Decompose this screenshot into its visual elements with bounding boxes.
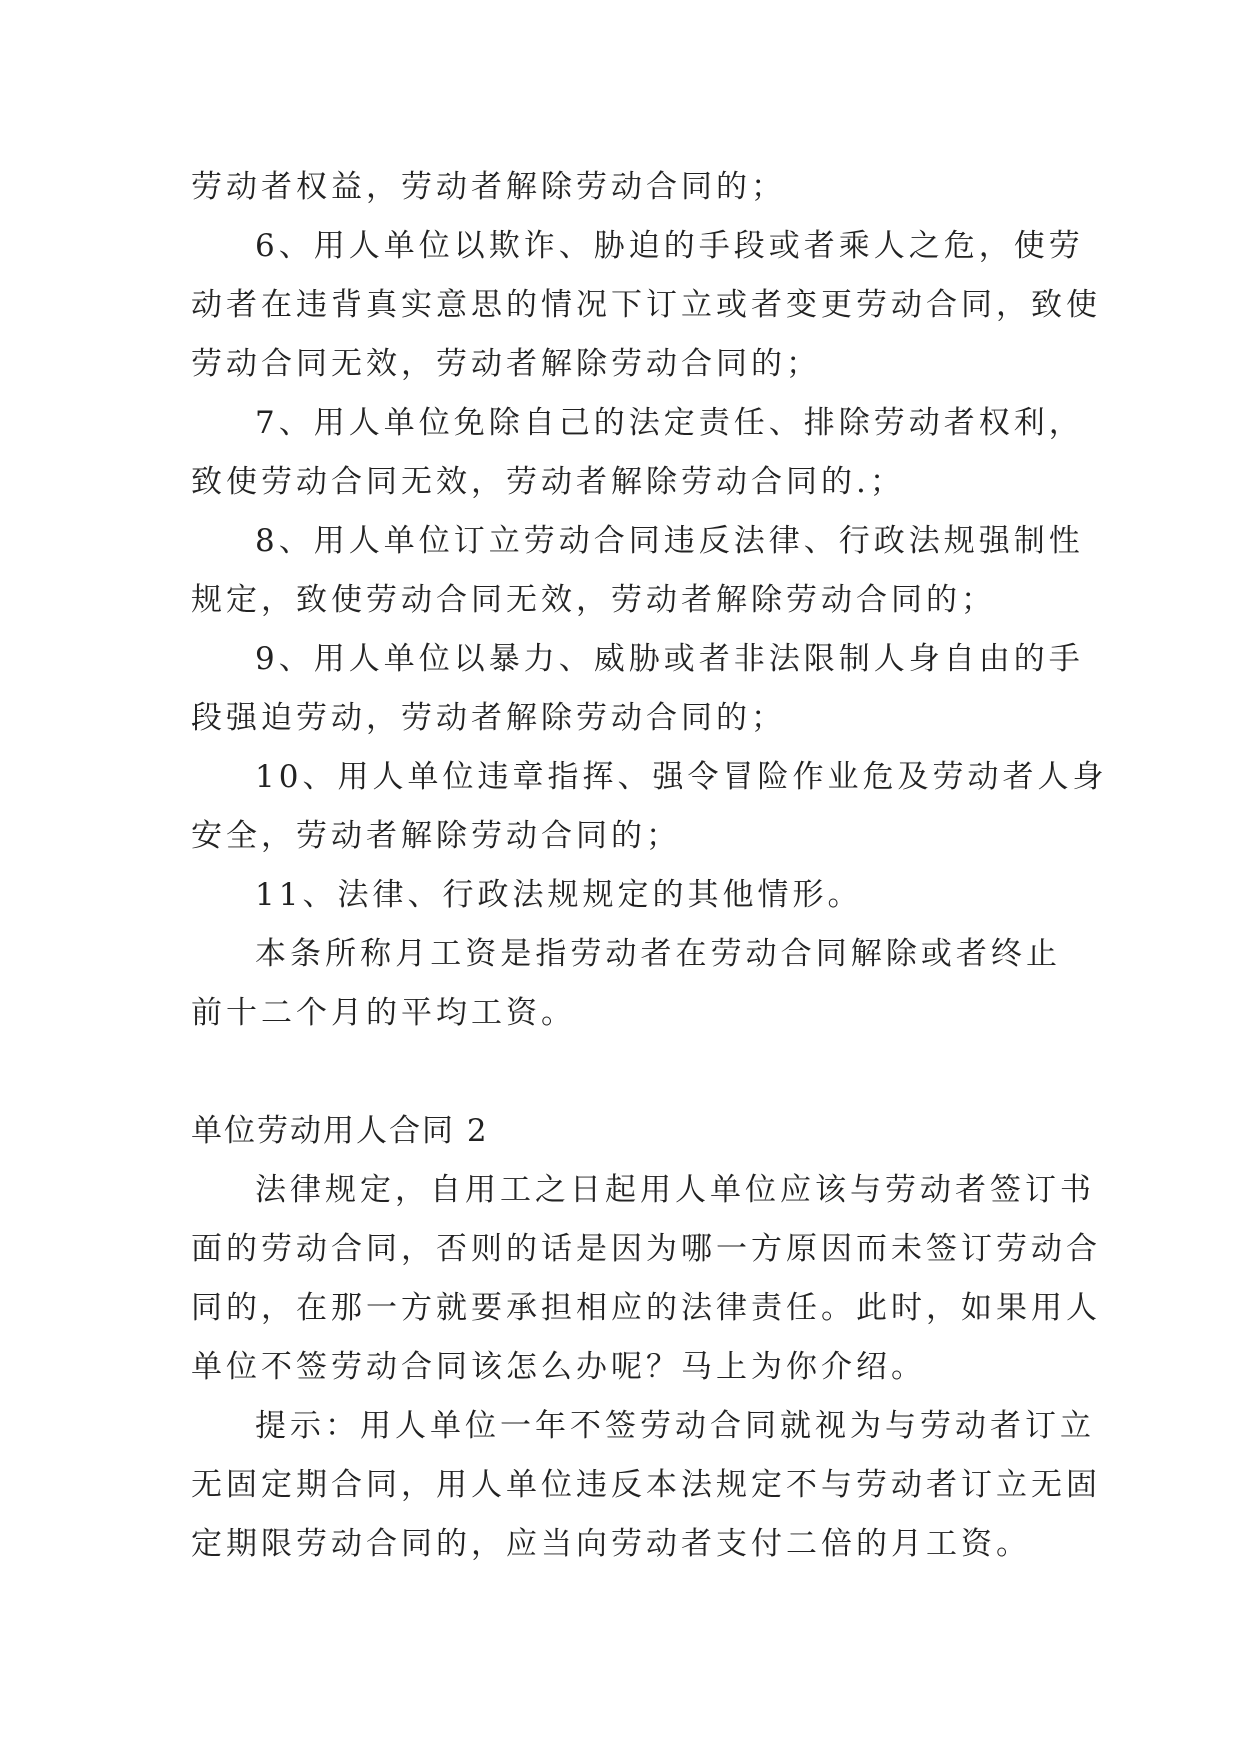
text-line: 本条所称月工资是指劳动者在劳动合同解除或者终止 — [255, 936, 1061, 972]
text-line: 单位不签劳动合同该怎么办呢？马上为你介绍。 — [191, 1349, 926, 1385]
text-line: 无固定期合同，用人单位违反本法规定不与劳动者订立无固 — [191, 1467, 1101, 1503]
text-line: 前十二个月的平均工资。 — [191, 995, 576, 1031]
section-title: 单位劳动用人合同 2 — [191, 1113, 489, 1149]
text-line: 10、用人单位违章指挥、强令冒险作业危及劳动者人身 — [255, 759, 1108, 795]
text-line: 定期限劳动合同的，应当向劳动者支付二倍的月工资。 — [191, 1526, 1031, 1562]
text-line: 劳动者权益，劳动者解除劳动合同的； — [191, 169, 786, 205]
text-line: 规定，致使劳动合同无效，劳动者解除劳动合同的； — [191, 582, 996, 618]
text-line: 致使劳动合同无效，劳动者解除劳动合同的.； — [191, 464, 905, 500]
text-line: 段强迫劳动，劳动者解除劳动合同的； — [191, 700, 786, 736]
text-line: 面的劳动合同，否则的话是因为哪一方原因而未签订劳动合 — [191, 1231, 1101, 1267]
text-line: 动者在违背真实意思的情况下订立或者变更劳动合同，致使 — [191, 287, 1101, 323]
text-line: 7、用人单位免除自己的法定责任、排除劳动者权利， — [255, 405, 1084, 441]
text-line: 法律规定，自用工之日起用人单位应该与劳动者签订书 — [255, 1172, 1095, 1208]
text-line: 6、用人单位以欺诈、胁迫的手段或者乘人之危，使劳 — [255, 228, 1084, 264]
text-line: 安全，劳动者解除劳动合同的； — [191, 818, 681, 854]
document-body — [191, 158, 1108, 1574]
text-line: 8、用人单位订立劳动合同违反法律、行政法规强制性 — [255, 523, 1084, 559]
text-line: 同的，在那一方就要承担相应的法律责任。此时，如果用人 — [191, 1290, 1101, 1326]
text-line: 劳动合同无效，劳动者解除劳动合同的； — [191, 346, 821, 382]
text-line: 9、用人单位以暴力、威胁或者非法限制人身自由的手 — [255, 641, 1084, 677]
section-gap — [191, 1043, 1061, 1102]
text-line: 提示：用人单位一年不签劳动合同就视为与劳动者订立 — [255, 1408, 1095, 1444]
text-line: 11、法律、行政法规规定的其他情形。 — [255, 877, 863, 913]
